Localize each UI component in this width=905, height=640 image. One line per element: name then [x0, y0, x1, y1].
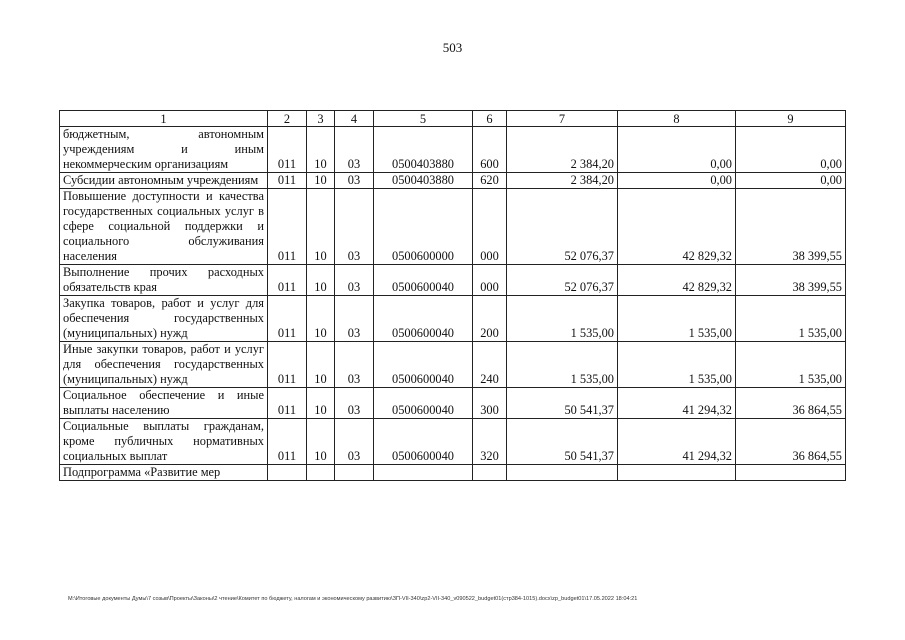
cell-subsection: 03 — [335, 127, 374, 173]
cell-target-article — [374, 465, 473, 481]
table-row — [60, 342, 846, 388]
column-header: 3 — [307, 111, 335, 127]
cell-amount-7 — [507, 465, 618, 481]
cell-subsection: 03 — [335, 189, 374, 265]
cell-expense-type: 600 — [473, 127, 507, 173]
table-row — [60, 265, 846, 296]
cell-amount-8: 41 294,32 — [618, 419, 736, 465]
column-header: 8 — [618, 111, 736, 127]
cell-target-article: 0500600000 — [374, 189, 473, 265]
row-name: Повышение доступности и качества государственных социальных услуг в сфере социальной поддержки и социального обслуживания населения — [60, 189, 268, 265]
cell-expense-type: 200 — [473, 296, 507, 342]
column-header: 7 — [507, 111, 618, 127]
cell-admin-code: 011 — [268, 127, 307, 173]
table-row — [60, 173, 846, 189]
cell-expense-type: 240 — [473, 342, 507, 388]
cell-section: 10 — [307, 127, 335, 173]
cell-admin-code: 011 — [268, 419, 307, 465]
cell-expense-type: 300 — [473, 388, 507, 419]
cell-admin-code: 011 — [268, 189, 307, 265]
row-name: Социальное обеспечение и иные выплаты населению — [60, 388, 268, 419]
cell-expense-type: 320 — [473, 419, 507, 465]
column-header: 1 — [60, 111, 268, 127]
row-name: Выполнение прочих расходных обязательств края — [60, 265, 268, 296]
cell-admin-code: 011 — [268, 342, 307, 388]
row-name: Закупка товаров, работ и услуг для обеспечения государственных (муниципальных) нужд — [60, 296, 268, 342]
cell-admin-code — [268, 465, 307, 481]
cell-subsection: 03 — [335, 388, 374, 419]
cell-section: 10 — [307, 265, 335, 296]
cell-amount-9 — [736, 465, 846, 481]
cell-section: 10 — [307, 419, 335, 465]
cell-section: 10 — [307, 342, 335, 388]
cell-amount-7: 50 541,37 — [507, 419, 618, 465]
table-row — [60, 465, 846, 481]
column-header: 9 — [736, 111, 846, 127]
table-row — [60, 296, 846, 342]
cell-target-article: 0500600040 — [374, 265, 473, 296]
cell-section: 10 — [307, 388, 335, 419]
cell-amount-7: 52 076,37 — [507, 189, 618, 265]
table-row — [60, 189, 846, 265]
cell-amount-8: 42 829,32 — [618, 265, 736, 296]
cell-amount-7: 2 384,20 — [507, 173, 618, 189]
cell-subsection: 03 — [335, 342, 374, 388]
cell-amount-7: 1 535,00 — [507, 342, 618, 388]
cell-target-article: 0500403880 — [374, 127, 473, 173]
cell-amount-7: 52 076,37 — [507, 265, 618, 296]
column-header: 2 — [268, 111, 307, 127]
cell-amount-8: 0,00 — [618, 173, 736, 189]
cell-target-article: 0500600040 — [374, 419, 473, 465]
cell-admin-code: 011 — [268, 265, 307, 296]
cell-target-article: 0500403880 — [374, 173, 473, 189]
cell-expense-type: 620 — [473, 173, 507, 189]
table-row — [60, 419, 846, 465]
row-name: бюджетным, автономным учреждениям и иным некоммерческим организациям — [60, 127, 268, 173]
cell-amount-9: 1 535,00 — [736, 342, 846, 388]
cell-subsection: 03 — [335, 419, 374, 465]
cell-section: 10 — [307, 189, 335, 265]
column-header: 4 — [335, 111, 374, 127]
cell-section: 10 — [307, 296, 335, 342]
cell-amount-7: 1 535,00 — [507, 296, 618, 342]
cell-expense-type — [473, 465, 507, 481]
cell-admin-code: 011 — [268, 296, 307, 342]
table-row — [60, 388, 846, 419]
cell-amount-8: 1 535,00 — [618, 296, 736, 342]
document-path-footer: M:\Итоговые документы Думы\7 созыв\Проекты\Законы\2 чтение\Комитет по бюджету, налогам и экономическому развитию\ЗП-VII-340\zp2-VII-340_v090522_budget01(стр384-1015).docx\zp_budget01\17.05.2022 18:04:21 — [68, 596, 638, 602]
cell-amount-8 — [618, 465, 736, 481]
table-row — [60, 127, 846, 173]
row-name: Подпрограмма «Развитие мер — [60, 465, 268, 481]
cell-amount-8: 0,00 — [618, 127, 736, 173]
cell-amount-9: 38 399,55 — [736, 189, 846, 265]
cell-amount-7: 2 384,20 — [507, 127, 618, 173]
cell-expense-type: 000 — [473, 189, 507, 265]
cell-admin-code: 011 — [268, 173, 307, 189]
cell-subsection: 03 — [335, 173, 374, 189]
cell-target-article: 0500600040 — [374, 342, 473, 388]
row-name: Социальные выплаты гражданам, кроме публичных нормативных социальных выплат — [60, 419, 268, 465]
cell-amount-9: 0,00 — [736, 127, 846, 173]
cell-subsection — [335, 465, 374, 481]
cell-section: 10 — [307, 173, 335, 189]
cell-amount-7: 50 541,37 — [507, 388, 618, 419]
cell-section — [307, 465, 335, 481]
cell-subsection: 03 — [335, 265, 374, 296]
row-name: Субсидии автономным учреждениям — [60, 173, 268, 189]
page-number: 503 — [442, 40, 463, 55]
cell-amount-9: 0,00 — [736, 173, 846, 189]
cell-amount-9: 1 535,00 — [736, 296, 846, 342]
cell-admin-code: 011 — [268, 388, 307, 419]
cell-target-article: 0500600040 — [374, 296, 473, 342]
cell-amount-9: 36 864,55 — [736, 419, 846, 465]
budget-table — [59, 110, 846, 481]
column-header: 6 — [473, 111, 507, 127]
cell-amount-9: 36 864,55 — [736, 388, 846, 419]
cell-expense-type: 000 — [473, 265, 507, 296]
table-header-row — [60, 111, 846, 127]
cell-amount-8: 41 294,32 — [618, 388, 736, 419]
cell-amount-8: 42 829,32 — [618, 189, 736, 265]
cell-target-article: 0500600040 — [374, 388, 473, 419]
row-name: Иные закупки товаров, работ и услуг для обеспечения государственных (муниципальных) нужд — [60, 342, 268, 388]
cell-amount-9: 38 399,55 — [736, 265, 846, 296]
cell-amount-8: 1 535,00 — [618, 342, 736, 388]
cell-subsection: 03 — [335, 296, 374, 342]
column-header: 5 — [374, 111, 473, 127]
